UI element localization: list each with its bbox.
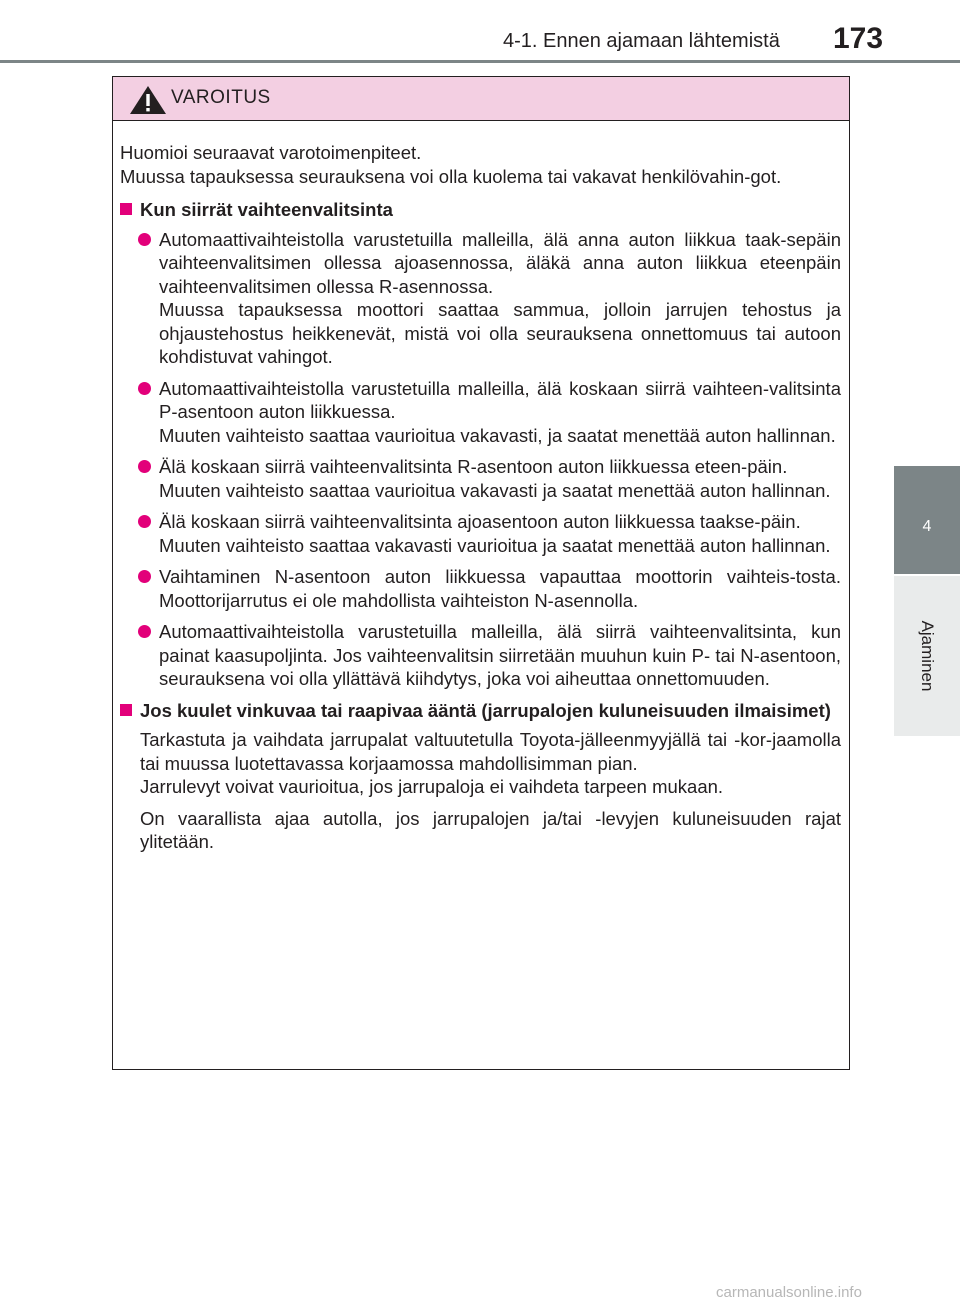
topic-brake-pads [120, 699, 841, 854]
item-paragraph: Muuten vaihteisto saattaa vakavasti vaurioitua ja saatat menettää auton hallinnan. [159, 534, 831, 556]
topic-title [120, 198, 841, 222]
item-paragraph: Automaattivaihteistolla varustetuilla malleilla, älä anna auton liikkua taak-sepäin vaihteenvalitsimen ollessa ajoasennossa, äläkä anna auton liikkua eteenpäin vaihteenvalitsimen ollessa R-asennossa. [159, 228, 841, 297]
warning-triangle-icon [129, 85, 167, 115]
watermark: carmanualsonline.info [716, 1284, 862, 1301]
item-paragraph: Muuten vaihteisto saattaa vaurioitua vakavasti, ja saatat menettää auton hallinnan. [159, 424, 836, 446]
item-paragraph: Muuten vaihteisto saattaa vaurioitua vakavasti ja saatat menettää auton hallinnan. [159, 479, 831, 501]
header-rule [0, 60, 960, 63]
warning-body [120, 141, 841, 862]
item-paragraph: Automaattivaihteistolla varustetuilla malleilla, älä koskaan siirrä vaihteen-valitsinta P-asentoon auton liikkuessa. [159, 377, 841, 422]
round-bullet-icon [138, 233, 151, 246]
list-item [138, 228, 841, 369]
warning-intro [120, 141, 841, 188]
paragraph-block [140, 807, 841, 854]
section-title: 4-1. Ennen ajamaan lähtemistä [503, 30, 780, 52]
list-item [138, 510, 841, 557]
list-item [138, 565, 841, 612]
paragraph-block [140, 728, 841, 799]
round-bullet-icon [138, 382, 151, 395]
list-item [138, 455, 841, 502]
block-paragraph: On vaarallista ajaa autolla, jos jarrupalojen ja/tai -levyjen kuluneisuuden rajat ylitetään. [140, 807, 841, 852]
topic-title-text: Jos kuulet vinkuvaa tai raapivaa ääntä (jarrupalojen kuluneisuuden ilmaisimet) [140, 699, 831, 721]
item-paragraph: Älä koskaan siirrä vaihteenvalitsinta R-asentoon auton liikkuessa eteen-päin. [159, 456, 788, 477]
topic-title [120, 699, 841, 723]
item-paragraph: Vaihtaminen N-asentoon auton liikkuessa vapauttaa moottorin vaihteis-tosta. Moottorijarrutus ei ole mahdollista vaihteiston N-asennolla. [159, 566, 841, 611]
block-paragraph: Tarkastuta ja vaihdata jarrupalat valtuutetulla Toyota-jälleenmyyjällä tai -kor-jaamolla tai muussa luotettavassa korjaamossa mahdollisimman pian. [140, 729, 841, 774]
chapter-number: 4 [922, 518, 932, 535]
round-bullet-icon [138, 570, 151, 583]
intro-line: Huomioi seuraavat varotoimenpiteet. [120, 142, 422, 163]
warning-box [112, 76, 850, 1070]
block-paragraph: Jarrulevyt voivat vaurioitua, jos jarrupaloja ei vaihdeta tarpeen mukaan. [140, 776, 724, 797]
warning-label: VAROITUS [171, 87, 271, 108]
topic-title-text: Kun siirrät vaihteenvalitsinta [140, 199, 393, 220]
item-paragraph: Muussa tapauksessa moottori saattaa sammua, jolloin jarrujen tehostus ja ohjaustehostus heikkenevät, mistä voi olla seurauksena onnettomuus tai autoon kohdistuvat vahingot. [159, 299, 841, 367]
round-bullet-icon [138, 515, 151, 528]
square-bullet-icon [120, 704, 132, 716]
warning-header [113, 77, 849, 121]
item-paragraph: Automaattivaihteistolla varustetuilla malleilla, älä siirrä vaihteenvalitsinta, kun painat kaasupoljinta. Jos vaihteenvalitsin siirretään muuhun kuin P- tai N-asentoon, seurauksena voi olla yllättävä kiihdytys, joka voi aiheuttaa onnettomuuden. [159, 621, 841, 689]
page-number: 173 [833, 22, 884, 55]
square-bullet-icon [120, 203, 132, 215]
item-paragraph: Älä koskaan siirrä vaihteenvalitsinta ajoasentoon auton liikkuessa taakse-päin. [159, 511, 801, 532]
chapter-name: Ajaminen [918, 620, 937, 692]
topic-shifting [120, 198, 841, 691]
round-bullet-icon [138, 625, 151, 638]
round-bullet-icon [138, 460, 151, 473]
intro-line: Muussa tapauksessa seurauksena voi olla kuolema tai vakavat henkilövahin-got. [120, 165, 782, 187]
list-item [138, 377, 841, 448]
list-item [138, 620, 841, 691]
